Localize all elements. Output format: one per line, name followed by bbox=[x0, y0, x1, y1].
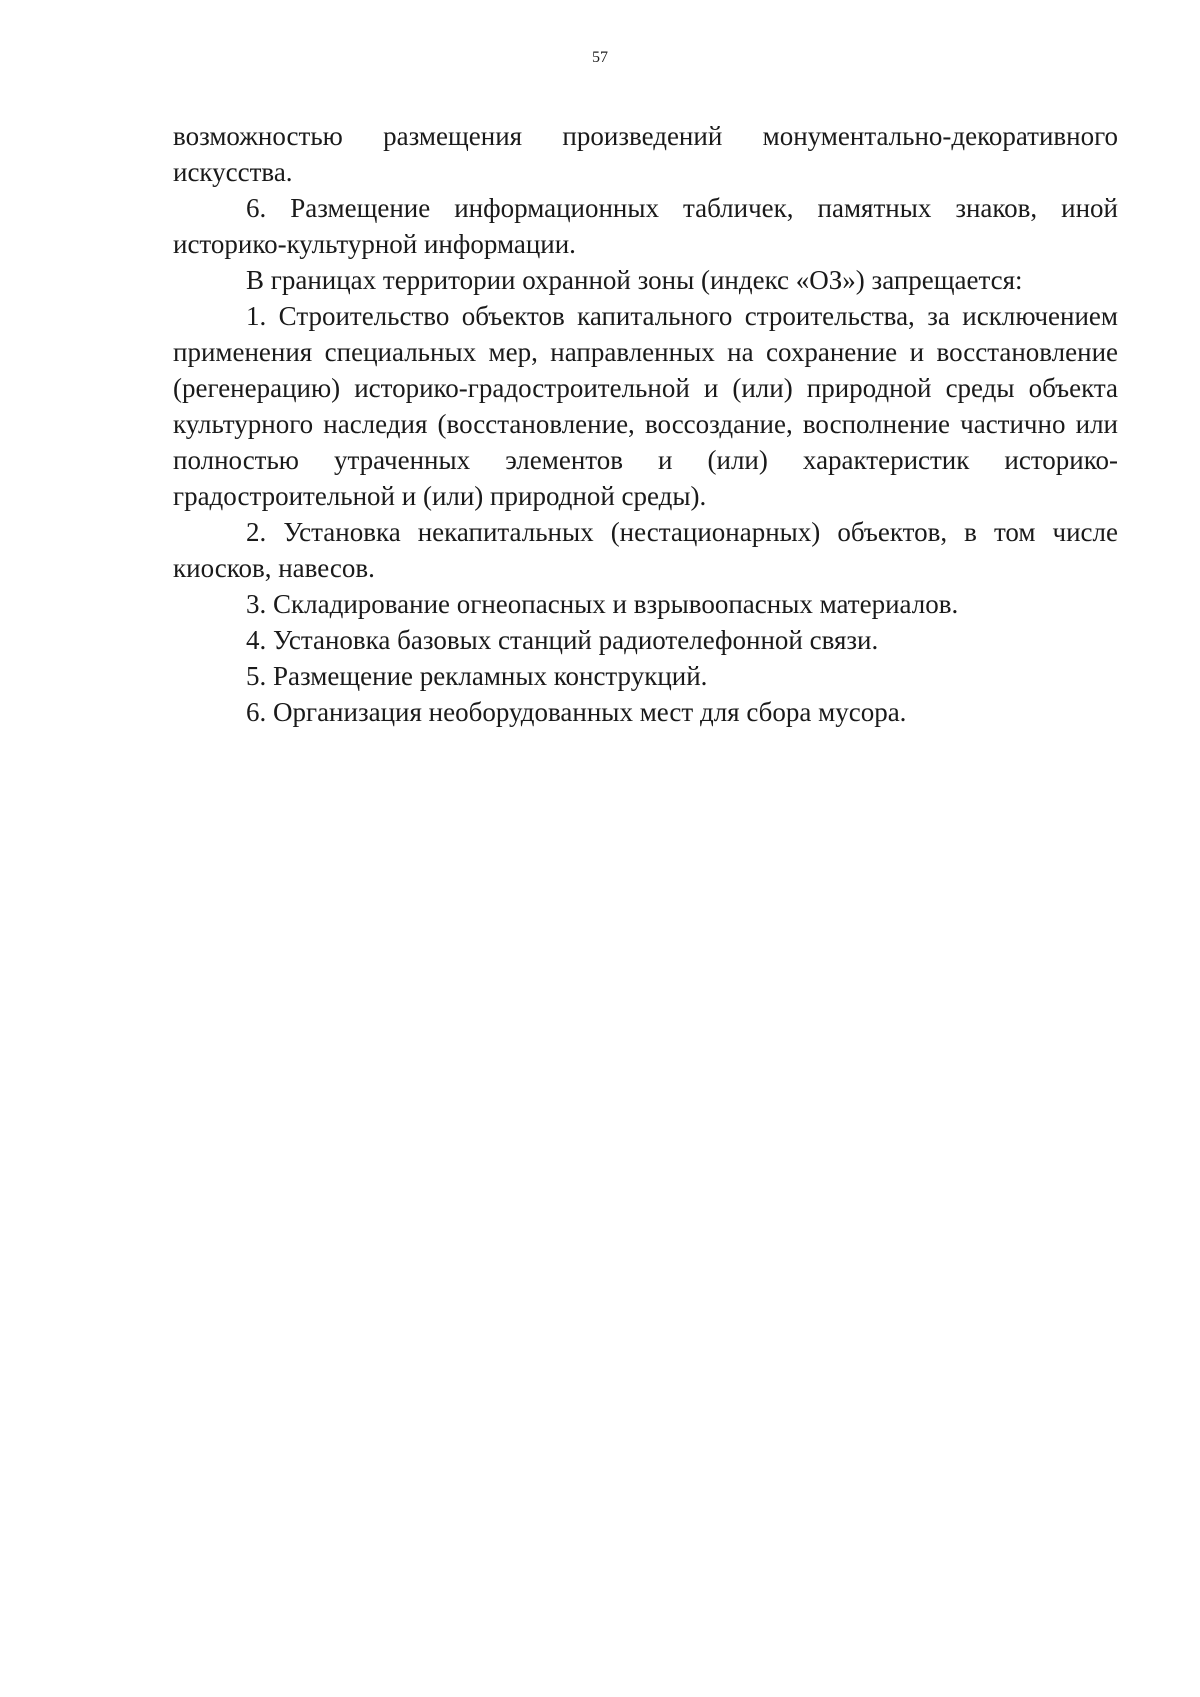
paragraph-prohibition-1: 1. Строительство объектов капитального строительства, за исключением применения специальных мер, направленных на сохранение и восстановление (регенерацию) историко-градостроительной и (или) природной среды объекта культурного наследия (восстановление, воссоздание, восполнение частично или полностью утраченных элементов и (или) характеристик историко-градостроительной и (или) природной среды). bbox=[173, 301, 1118, 511]
paragraph-prohibition-6: 6. Организация необорудованных мест для сбора мусора. bbox=[246, 697, 907, 727]
paragraph-prohibition-5: 5. Размещение рекламных конструкций. bbox=[246, 661, 708, 691]
page-number: 57 bbox=[592, 49, 608, 66]
paragraph-prohibitions-heading: В границах территории охранной зоны (индекс «ОЗ») запрещается: bbox=[246, 265, 1023, 295]
paragraph-item-6-permitted: 6. Размещение информационных табличек, памятных знаков, иной историко-культурной информации. bbox=[173, 193, 1118, 259]
paragraph-prohibition-4: 4. Установка базовых станций радиотелефонной связи. bbox=[246, 625, 879, 655]
paragraph-prohibition-3: 3. Складирование огнеопасных и взрывоопасных материалов. bbox=[246, 589, 959, 619]
paragraph-prohibition-2: 2. Установка некапитальных (нестационарных) объектов, в том числе киосков, навесов. bbox=[173, 517, 1118, 583]
document-body bbox=[173, 118, 1118, 730]
paragraph-continuation: возможностью размещения произведений монументально-декоративного искусства. bbox=[173, 121, 1118, 187]
